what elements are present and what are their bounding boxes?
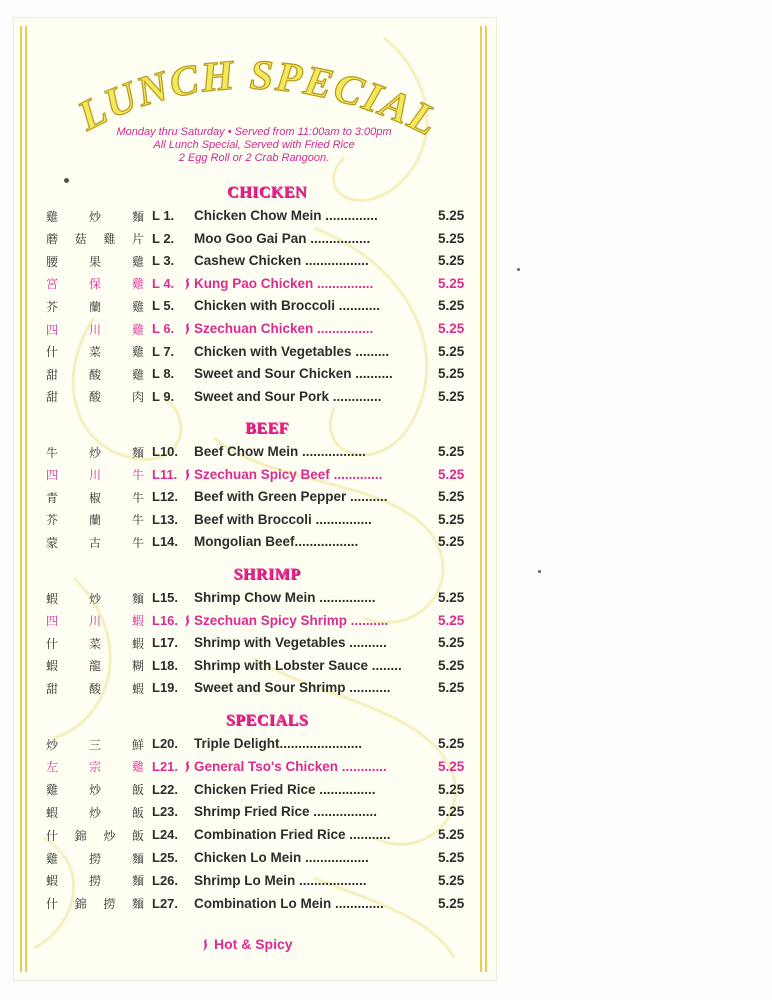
item-name [194,850,369,865]
chili-pepper-icon [182,614,192,628]
item-name-text: Shrimp with Vegetables [194,635,346,651]
chinese-name [46,588,144,608]
chinese-character: 飯 [131,783,144,798]
item-name [194,534,358,549]
item-price: 5.25 [438,489,465,505]
chinese-character: 甜 [46,390,59,405]
chili-pepper-icon [182,760,192,774]
leader-dots: .......... [345,635,387,651]
item-price: 5.25 [438,253,465,269]
item-price: 5.25 [438,590,465,605]
item-code: L 2. [152,230,175,246]
chinese-character: 牛 [131,513,144,528]
section-title: SHRIMP [233,566,301,583]
chinese-character: 飯 [131,805,144,820]
item-name-text: Shrimp Chow Mein [194,590,316,605]
item-name-text: Chicken Fried Rice [194,781,316,797]
chili-pepper-icon [182,322,192,336]
item-price: 5.25 [438,758,465,774]
chinese-name [46,342,144,362]
menu-item-row [14,656,496,676]
chinese-character: 鮮 [131,737,144,752]
chinese-character: 椒 [88,490,101,505]
item-price: 5.25 [438,872,465,888]
item-name-text: Sweet and Sour Chicken [194,366,352,382]
item-name [194,804,377,819]
leader-dots: ............. [329,466,383,482]
item-name-text: Chicken with Broccoli [194,298,336,314]
chinese-character: 炒 [88,591,101,606]
chinese-character: 麵 [131,874,144,889]
menu-item-row [14,678,496,698]
chinese-character: 酸 [88,681,101,696]
item-name-text: Combination Fried Rice [194,827,346,843]
chinese-character: 撈 [103,897,116,912]
section-title: SPECIALS [225,712,309,729]
chinese-character: 炒 [88,805,101,820]
chinese-name [46,319,144,339]
item-price: 5.25 [438,366,465,382]
chinese-character: 保 [88,277,101,292]
item-name [194,231,370,246]
chinese-character: 牛 [46,445,59,460]
chinese-character: 三 [88,737,101,752]
chinese-character: 什 [46,897,59,912]
item-name [194,208,378,223]
menu-item-row [14,734,496,754]
chinese-character: 菜 [88,636,101,651]
item-name-text: Mongolian Beef [194,534,295,550]
chinese-name [46,611,144,631]
leader-dots: ............. [329,388,382,404]
section-title: CHICKEN [227,184,307,201]
item-price: 5.25 [438,895,465,911]
chinese-character: 牛 [131,468,144,483]
item-name [194,444,366,459]
chinese-character: 蘭 [88,513,101,528]
item-code: L16. [152,612,179,628]
item-price: 5.25 [438,850,465,865]
chinese-character: 炒 [103,828,116,843]
chinese-character: 蘑 [46,232,59,247]
chinese-name [46,871,144,891]
item-name-text: Szechuan Spicy Shrimp [194,612,348,628]
chinese-character: 腰 [46,254,59,269]
menu-item-row [14,871,496,891]
chinese-name [46,364,144,384]
item-code: L22. [152,781,179,797]
leader-dots: .......... [347,612,389,628]
item-code: L10. [152,444,179,459]
item-name-text: Sweet and Sour Pork [194,388,330,404]
chinese-character: 芥 [46,513,59,528]
item-price: 5.25 [438,827,465,843]
chinese-character: 什 [46,828,59,843]
leader-dots: .................. [295,872,367,888]
leader-dots: ............... [315,590,376,605]
chinese-character: 糊 [131,659,144,674]
chinese-character: 什 [46,636,59,651]
menu-item-row [14,894,496,914]
chinese-name [46,780,144,800]
item-name [194,489,388,504]
item-price: 5.25 [438,511,465,527]
chinese-character: 菇 [74,232,87,247]
item-code: L14. [152,534,179,550]
chinese-character: 雞 [46,783,59,798]
chinese-name [46,678,144,698]
chinese-name [46,465,144,485]
leader-dots: ................. [301,850,369,865]
chinese-character: 錦 [74,828,87,843]
chinese-character: 芥 [46,299,59,314]
item-price: 5.25 [438,534,465,550]
chinese-name [46,274,144,294]
leader-dots: ........... [345,680,391,696]
item-name [194,782,376,797]
leader-dots: .......... [346,489,388,505]
intro-line: All Lunch Special, Served with Fried Rice [153,139,355,151]
chinese-character: 酸 [88,390,101,405]
chinese-character: 麵 [131,445,144,460]
menu-item-row [14,532,496,552]
item-name-text: Szechuan Chicken [194,321,314,336]
chinese-character: 甜 [46,681,59,696]
item-price: 5.25 [438,680,465,696]
leader-dots: ................. [301,253,369,269]
item-price: 5.25 [438,343,465,359]
chinese-character: 宗 [88,760,101,775]
chinese-name [46,229,144,249]
chinese-character: 四 [46,614,59,629]
item-price: 5.25 [438,612,465,628]
item-name [194,366,393,381]
item-name [194,873,367,888]
menu-item-row [14,364,496,384]
item-code: L 3. [152,253,175,269]
leader-dots: ......... [351,343,390,359]
leader-dots: ........... [345,827,391,843]
chinese-character: 撈 [88,874,101,889]
chinese-character: 蝦 [131,681,144,696]
item-name [194,635,387,650]
item-code: L19. [152,680,179,696]
hot-spicy-legend [200,936,293,952]
chinese-character: 雞 [103,232,116,247]
chili-pepper-icon [182,277,192,291]
item-name-text: Chicken with Vegetables [194,343,352,359]
item-price: 5.25 [438,321,465,336]
item-name-text: Moo Goo Gai Pan [194,230,307,246]
item-code: L25. [152,850,179,865]
item-name [194,321,373,336]
chinese-character: 雞 [131,322,144,337]
item-name-text: Shrimp Fried Rice [194,804,310,820]
item-name-text: Beef Chow Mein [194,444,299,459]
item-name [194,298,380,313]
item-price: 5.25 [438,230,465,246]
item-price: 5.25 [438,466,465,482]
item-name-text: Cashew Chicken [194,253,302,269]
menu-item-row [14,387,496,407]
chinese-character: 川 [88,468,101,483]
stray-dot [538,570,541,573]
item-price: 5.25 [438,298,465,314]
chinese-name [46,532,144,552]
leader-dots: ...................... [279,736,363,751]
item-code: L18. [152,657,179,673]
menu-item-row [14,633,496,653]
item-code: L 9. [152,388,175,404]
item-name-text: Sweet and Sour Shrimp [194,680,346,696]
chinese-character: 蝦 [46,874,59,889]
chinese-name [46,442,144,462]
leader-dots: ............. [331,895,384,911]
menu-item-row [14,848,496,868]
menu-item-row [14,274,496,294]
chinese-character: 甜 [46,367,59,382]
item-code: L 8. [152,366,175,382]
chinese-character: 蒙 [46,535,59,550]
chinese-character: 牛 [131,535,144,550]
item-code: L 4. [152,275,175,291]
leader-dots: ........... [335,298,381,314]
item-price: 5.25 [438,781,465,797]
chinese-character: 菜 [88,345,101,360]
menu-item-row [14,206,496,226]
chinese-character: 果 [88,254,101,269]
chinese-name [46,387,144,407]
menu-item-row [14,757,496,777]
leader-dots: ................. [309,804,378,820]
chinese-character: 宮 [46,277,59,292]
menu-item-row [14,319,496,339]
item-code: L13. [152,511,179,527]
chinese-character: 四 [46,468,59,483]
chinese-name [46,825,144,845]
item-name [194,590,376,605]
item-code: L 1. [152,208,175,223]
chinese-character: 雞 [131,760,144,775]
item-price: 5.25 [438,388,465,404]
item-name [194,467,382,482]
leader-dots: ............... [313,275,374,291]
menu-item-row [14,588,496,608]
menu-item-row [14,510,496,530]
chinese-character: 片 [131,232,144,247]
item-name-text: Combination Lo Mein [194,895,332,911]
chinese-name [46,510,144,530]
chinese-character: 蘭 [88,299,101,314]
chinese-character: 龍 [88,659,101,674]
chinese-character: 川 [88,614,101,629]
item-name-text: General Tso's Chicken [194,758,339,774]
chinese-character: 麵 [131,851,144,866]
item-price: 5.25 [438,635,465,651]
item-name [194,253,369,268]
section-title: BEEF [245,420,289,437]
chinese-character: 雞 [46,851,59,866]
item-price: 5.25 [438,444,465,459]
chili-pepper-icon [182,468,192,482]
item-name-text: Chicken Chow Mein [194,208,322,223]
chinese-character: 蝦 [46,591,59,606]
chinese-name [46,656,144,676]
leader-dots: ............ [338,758,387,774]
leader-dots: ............... [315,781,376,797]
leader-dots: .......... [351,366,393,382]
stray-dot [517,268,520,271]
leader-dots: ................ [306,230,371,246]
item-code: L20. [152,736,179,751]
item-code: L23. [152,804,179,820]
menu-item-row [14,229,496,249]
item-name-text: Szechuan Spicy Beef [194,466,330,482]
leader-dots: ............... [313,321,374,336]
chinese-character: 蝦 [46,659,59,674]
chinese-character: 酸 [88,367,101,382]
item-name [194,389,382,404]
menu-item-row [14,611,496,631]
chinese-character: 雞 [46,209,59,224]
chinese-character: 雞 [131,299,144,314]
intro-line: Monday thru Saturday • Served from 11:00am to 3:00pm [116,126,392,138]
lunch-special-menu [14,18,496,980]
chinese-name [46,848,144,868]
chinese-character: 炒 [88,783,101,798]
item-name-text: Chicken Lo Mein [194,850,302,865]
menu-item-row [14,342,496,362]
item-name [194,736,362,751]
item-name [194,512,372,527]
item-price: 5.25 [438,804,465,820]
leader-dots: .............. [321,208,378,223]
chinese-character: 炒 [88,209,101,224]
chinese-name [46,802,144,822]
item-name [194,276,373,291]
item-code: L26. [152,872,179,888]
chinese-character: 左 [46,760,59,775]
item-price: 5.25 [438,208,465,223]
menu-item-row [14,780,496,800]
leader-dots: ................. [298,444,366,459]
leader-dots: ........ [368,657,402,673]
item-name-text: Shrimp Lo Mein [194,872,296,888]
chinese-character: 炒 [88,445,101,460]
legend-label: Hot & Spicy [214,936,293,952]
chinese-character: 雞 [131,254,144,269]
item-code: L15. [152,590,179,605]
item-code: L17. [152,635,179,651]
menu-item-row [14,487,496,507]
chinese-character: 川 [88,322,101,337]
chinese-character: 蝦 [131,614,144,629]
item-name [194,658,402,673]
chinese-character: 麵 [131,897,144,912]
chinese-character: 雞 [131,345,144,360]
chinese-character: 古 [88,535,101,550]
item-name [194,613,388,628]
leader-dots: ............... [311,511,372,527]
item-code: L 7. [152,343,175,359]
chinese-character: 牛 [131,490,144,505]
chinese-character: 青 [46,490,59,505]
item-price: 5.25 [438,736,465,751]
item-name-text: Kung Pao Chicken [194,275,314,291]
menu-item-row [14,251,496,271]
item-code: L12. [152,489,179,505]
item-name-text: Beef with Green Pepper [194,489,347,505]
menu-item-row [14,802,496,822]
menu-item-row [14,442,496,462]
intro-text [69,126,439,165]
item-code: L21. [152,758,179,774]
item-code: L 6. [152,321,175,336]
item-name [194,896,384,911]
chinese-character: 麵 [131,591,144,606]
chinese-character: 雞 [131,367,144,382]
item-name-text: Shrimp with Lobster Sauce [194,657,369,673]
leader-dots: ................. [294,534,359,550]
chinese-character: 撈 [88,851,101,866]
chinese-name [46,757,144,777]
chinese-name [46,487,144,507]
stray-dot [64,178,69,183]
item-code: L 5. [152,298,175,314]
item-code: L27. [152,895,179,911]
chinese-character: 蝦 [131,636,144,651]
item-name-text: Beef with Broccoli [194,511,312,527]
chinese-character: 肉 [131,390,144,405]
chinese-character: 錦 [74,897,87,912]
item-name-text: Triple Delight [194,736,280,751]
chinese-name [46,633,144,653]
item-name [194,680,391,695]
item-price: 5.25 [438,275,465,291]
item-name [194,344,389,359]
item-price: 5.25 [438,657,465,673]
chinese-name [46,251,144,271]
menu-item-row [14,825,496,845]
chili-pepper-icon [200,938,210,952]
menu-item-row [14,296,496,316]
chinese-character: 雞 [131,277,144,292]
intro-line: 2 Egg Roll or 2 Crab Rangoon. [178,152,330,164]
chinese-name [46,206,144,226]
chinese-character: 炒 [46,737,59,752]
chinese-character: 麵 [131,209,144,224]
svg-text:LUNCH SPECIAL: LUNCH SPECIAL [70,52,446,146]
item-code: L11. [152,466,178,482]
menu-item-row [14,465,496,485]
chinese-character: 什 [46,345,59,360]
chinese-character: 蝦 [46,805,59,820]
chinese-name [46,734,144,754]
chinese-character: 四 [46,322,59,337]
chinese-name [46,894,144,914]
item-code: L24. [152,827,179,843]
chinese-character: 飯 [131,828,144,843]
item-name [194,759,387,774]
chinese-name [46,296,144,316]
item-name [194,827,391,842]
